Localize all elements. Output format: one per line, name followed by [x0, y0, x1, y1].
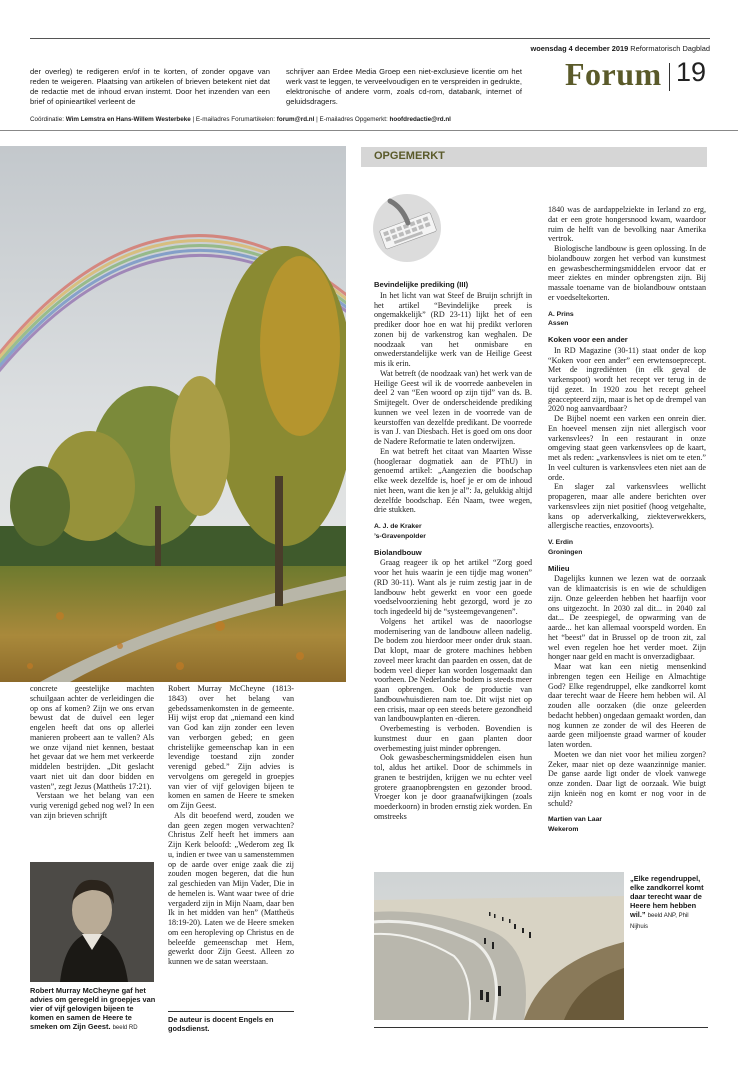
coord-names: Wim Lemstra en Hans-Willem Westerbeke	[65, 116, 191, 123]
letter-heading: Biolandbouw	[374, 547, 422, 557]
page-number: 19	[676, 57, 707, 87]
author-note: De auteur is docent Engels en godsdienst.	[168, 1015, 274, 1033]
letter-signer: V. Erdin	[548, 539, 574, 546]
letter-para: Maar wat kan een nietig mensenkind inbrengen tegen een Heilige en Almachtige God? Elke regendruppel, elke zandkorrel komt daar terecht waar de Heere hem hebben wil. Al zouden alle oorzaken (die onze geleerden bedacht hebben) ongedaan gemaakt worden, dan nog kunnen ze zonder de wil des Heeren de aarde geen miljoenste graad warmer of kouder laten worden.	[548, 662, 706, 749]
forum-email-label: | E-mailadres Forumartikelen:	[192, 116, 276, 123]
letter-place: Wekerom	[548, 826, 579, 833]
forum-email-link[interactable]: forum@rd.nl	[276, 116, 315, 123]
header-paper: Reformatorisch Dagblad	[630, 44, 710, 53]
opgemerkt-email-link[interactable]: hoofdredactie@rd.nl	[389, 116, 451, 123]
credits-line	[30, 116, 630, 123]
letter-place: Assen	[548, 320, 569, 328]
letter-heading: Bevindelijke prediking (III)	[374, 280, 469, 289]
rainbow-park-photo	[0, 146, 346, 682]
portrait-credit: beeld RD	[112, 1025, 138, 1031]
letter-para: Overbemesting is verboden. Bovendien is kunstmest duur en gaan planten door overbemesting juist minder opbrengen.	[374, 724, 532, 753]
article-para: concrete geestelijke machten schuilgaan achter de verleidingen die op ons af komen? Zijn we ons ervan bewust dat de duivel een leger engelen heeft dat ons op allerlei manieren probeert aan te vallen? Als we onze vijand niet kennen, bestaat het gevaar dat we hem met verkeerde middelen bestrijden. „Dit geslacht vaart niet uit dan door bidden en vasten”, zegt Jezus (Mattheüs 17:21).	[30, 684, 154, 791]
beach-credit: beeld ANP, Phil Nijhuis	[630, 913, 689, 930]
letter-para: Graag reageer ik op het artikel “Zorg goed voor het huis waarin je een tijdje mag wonen” (RD 30-11). Want als je ruim zestig jaar in de landbouw hebt gewerkt en voor een goede voedselvoorziening hebt gezorgd, word je zo toch ingedeeld bij de “systeemgevangenen”.	[374, 558, 532, 616]
letter-para: Dagelijks kunnen we lezen wat de oorzaak van de klimaatcrisis is en wie de schuldigen zijn. Onze geleerden hebben het haarfijn voor ons uitgezocht. In 2030 zal dit... in 2040 zal dat... De zeespiegel, de opwarming van de aarde... het kan allemaal voorspeld worden. En het “beest” dat in Brussel op de troon zit, zal wel even regelen hoe het verder moet. Zijn honger naar geld en macht is onverzadigbaar.	[548, 574, 706, 662]
letter-heading: Koken voor een ander	[548, 335, 628, 344]
article-para: Robert Murray McCheyne (1813-1843) over het belang van gebedssamenkomsten in de gemeente. Hij wijst erop dat „niemand een kind van God kan zijn zonder een leven van verborgen gebed; en geen christelijke gemeenschap kan in een levendige toestand zijn zonder verenigd gebed.” Zijn advies is vervolgens om geregeld in groepjes van vier of vijf gelovigen bijeen te komen en samen de Heere te smeken om Zijn Geest.	[168, 684, 294, 810]
intro-col2: schrijver aan Erdee Media Groep een niet-exclusieve licentie om het werk vast te leggen, te verveelvoudigen en te verspreiden in gedrukte, elektronische of andere vorm, zoals cd-rom, databank, internet of geluidsdragers.	[286, 67, 522, 106]
opgemerkt-col1	[374, 280, 532, 822]
article-para: Verstaan we het belang van een vurig verenigd gebed nog wel? In een van zijn brieven schrijft	[30, 791, 154, 820]
title-divider	[669, 63, 670, 91]
portrait-caption: Robert Murray McCheyne gaf het advies om geregeld in groepjes van vier of vijf gelovigen bijeen te komen en samen de Heere te smeken om Zijn Geest. beeld RD	[30, 986, 156, 1031]
letter-signer: Martien van Laar	[548, 816, 603, 824]
letter-place: Groningen	[548, 548, 583, 556]
letter-para: 1840 was de aardappelziekte in Ierland zo erg, dat er een grote hongersnood kwam, waardoor ruim de helft van de bevolking naar Amerika vertrok.	[548, 205, 706, 244]
coord-label: Coördinatie:	[30, 116, 64, 123]
opgemerkt-email-label: | E-mailadres Opgemerkt:	[316, 116, 388, 123]
letter-para: In RD Magazine (30-11) staat onder de kop “Koken voor een ander” een erwtensoeprecept. Met de ingrediënten (in elk geval de varkenspoot) wordt het recept ver terug in de tijd gezet. In 1920 zou het recept geheel geaccepteerd zijn, maar is het op de drempel van 2020 nog aanvaardbaar?	[548, 345, 706, 414]
letter-signer: A. J. de Kraker	[374, 523, 422, 530]
letter-para: De Bijbel noemt een varken een onrein dier. En hoeveel mensen zijn niet allergisch voor varkensvlees? In een restaurant in onze omgeving staat geen varkensvlees op de kaart, met als reden: „varkensvlees is niet om te eten.” In veel culturen is varkensvlees eten niet aan de orde.	[548, 414, 706, 482]
letter-heading: Milieu	[548, 563, 570, 573]
letter-para: Moeten we dan niet voor het milieu zorgen? Zeker, maar niet op deze waanzinnige manier. De ganse aarde ligt onder de vloek vanwege onze zonden. Daar ligt de oorzaak. Wie buigt zijn knieën nog en komt er nog voor in de schuld?	[548, 749, 706, 808]
mccheyne-portrait	[30, 862, 154, 982]
article-para: Als dit beoefend werd, zouden we dan geen zegen mogen verwachten? Christus Zelf heeft het immers aan Zijn Kerk beloofd: „Wederom zeg Ik u, indien er twee van u samenstemmen op de aarde over enige zaak die zij zouden mogen begeren, dat die hun zal geschieden van Mijn Vader, Die in de hemelen is. Want waar twee of drie vergaderd zijn in Mijn Naam, daar ben Ik in het midden van hen” (Mattheüs 18:19-20). Laten we de Heere smeken om een heropleving op Christus en de beleefde gemeenschap met Hem, gewerkt door Zijn Geest. Alleen zo kunnen we de satan weerstaan.	[168, 810, 294, 966]
intro-col1: der overleg) te redigeren en/of in te korten, of zonder opgave van reden te weigeren. Plaatsing van artikelen of brieven betekent niet dat de redactie met de inhoud ervan instemt. Door het inzenden van een brief of opinieartikel verleent de	[30, 67, 270, 106]
header-date: woensdag 4 december 2019	[530, 44, 629, 53]
letter-place: ’s-Gravenpolder	[374, 532, 426, 540]
article-col1	[30, 684, 154, 821]
letter-para: Biologische landbouw is geen oplossing. In de biolandbouw zorgen het verbod van kunstmest en gewasbeschermingsmiddelen ervoor dat er meer ziektes en minder opbrengsten zijn. Bij massale toename van de biolandbouw ontstaan er voedseltekorten.	[548, 244, 706, 302]
opgemerkt-col2	[548, 205, 706, 839]
section-title: Forum	[565, 56, 662, 92]
letter-para: En wat betreft het citaat van Maarten Wisse (hoogleraar dogmatiek aan de PThU) in genoemd artikel: „Aangezien die boodschap elke week dezelfde is, hoef je er om de inhoud niet heen, want die ken je al”: Ja, gelukkig altijd dezelfde boodschap. Eén Naam, twee wegen, drie stukken.	[374, 446, 532, 515]
letter-para: Ook gewasbeschermingsmiddelen eisen hun tol, aldus het artikel. Door de schimmels in granen te bestrijden, krijgen we nu echter veel grotere graanopbrengsten en gezonder brood. Vroeger kon je door graanafwijkingen (zoals moederkoorn) in broden ernstig ziek worden. En omstreeks	[374, 753, 532, 821]
keyboard-icon	[372, 193, 442, 263]
letter-para: En slager zal varkensvlees wellicht propageren, maar alle andere berichten over varkensvlees zijn niet positief (hoog vetgehalte, kans op aderverkalking, ziekteverwekkers, allergische reacties, enzovoorts).	[548, 482, 706, 531]
letter-para: Wat betreft (de noodzaak van) het werk van de Heilige Geest wil ik de voorrede aanbevelen in deel 2 van “Een woord op zijn tijd” van ds. B. Smijtegelt. Over de onderscheidende prediking kunnen we veel lezen in de voorrede van de keurstoffen van dezelfde predikant. De voorrede is van J. van Diesbach. Het is goed om ons door de Nadere Reformatie te laten onderwijzen.	[374, 368, 532, 446]
letter-para: In het licht van wat Steef de Bruijn schrijft in het artikel “Bevindelijke preek is ongemakkelijk” (RD 23-11) lijkt het of een prediker door hoe en wat hij predikt verloren zonen bij de varkenstrog kan weghalen. De noodzaak van het onmisbare en onwederstandelijke werk van de Heilige Geest mis ik erin.	[374, 290, 532, 368]
letter-signer: A. Prins	[548, 310, 574, 318]
beach-caption: „Elke regendruppel, elke zandkorrel komt daar terecht waar de Heere hem hebben wil.” beeld ANP, Phil Nijhuis	[630, 874, 704, 930]
letter-para: Volgens het artikel was de naoorlogse modernisering van de landbouw alleen nadelig. De bodem zou hierdoor meer onder druk staan. Dat klopt, maar de grotere machines hebben zoveel meer kracht dan paarden en ossen, dat de bodem veel dieper kan worden losgemaakt dan voorheen. De Nederlandse bodem is steeds meer gaan opbrengen. Ook de productie van landbouwhuisdieren nam toe. Dit wijst niet op een crisis, maar op een steeds betere gezondheid van landbouwplanten en -dieren.	[374, 616, 532, 724]
article-col2	[168, 684, 294, 967]
header-date-line	[500, 44, 710, 53]
opgemerkt-title: OPGEMERKT	[374, 150, 445, 162]
beach-photo	[374, 872, 624, 1020]
